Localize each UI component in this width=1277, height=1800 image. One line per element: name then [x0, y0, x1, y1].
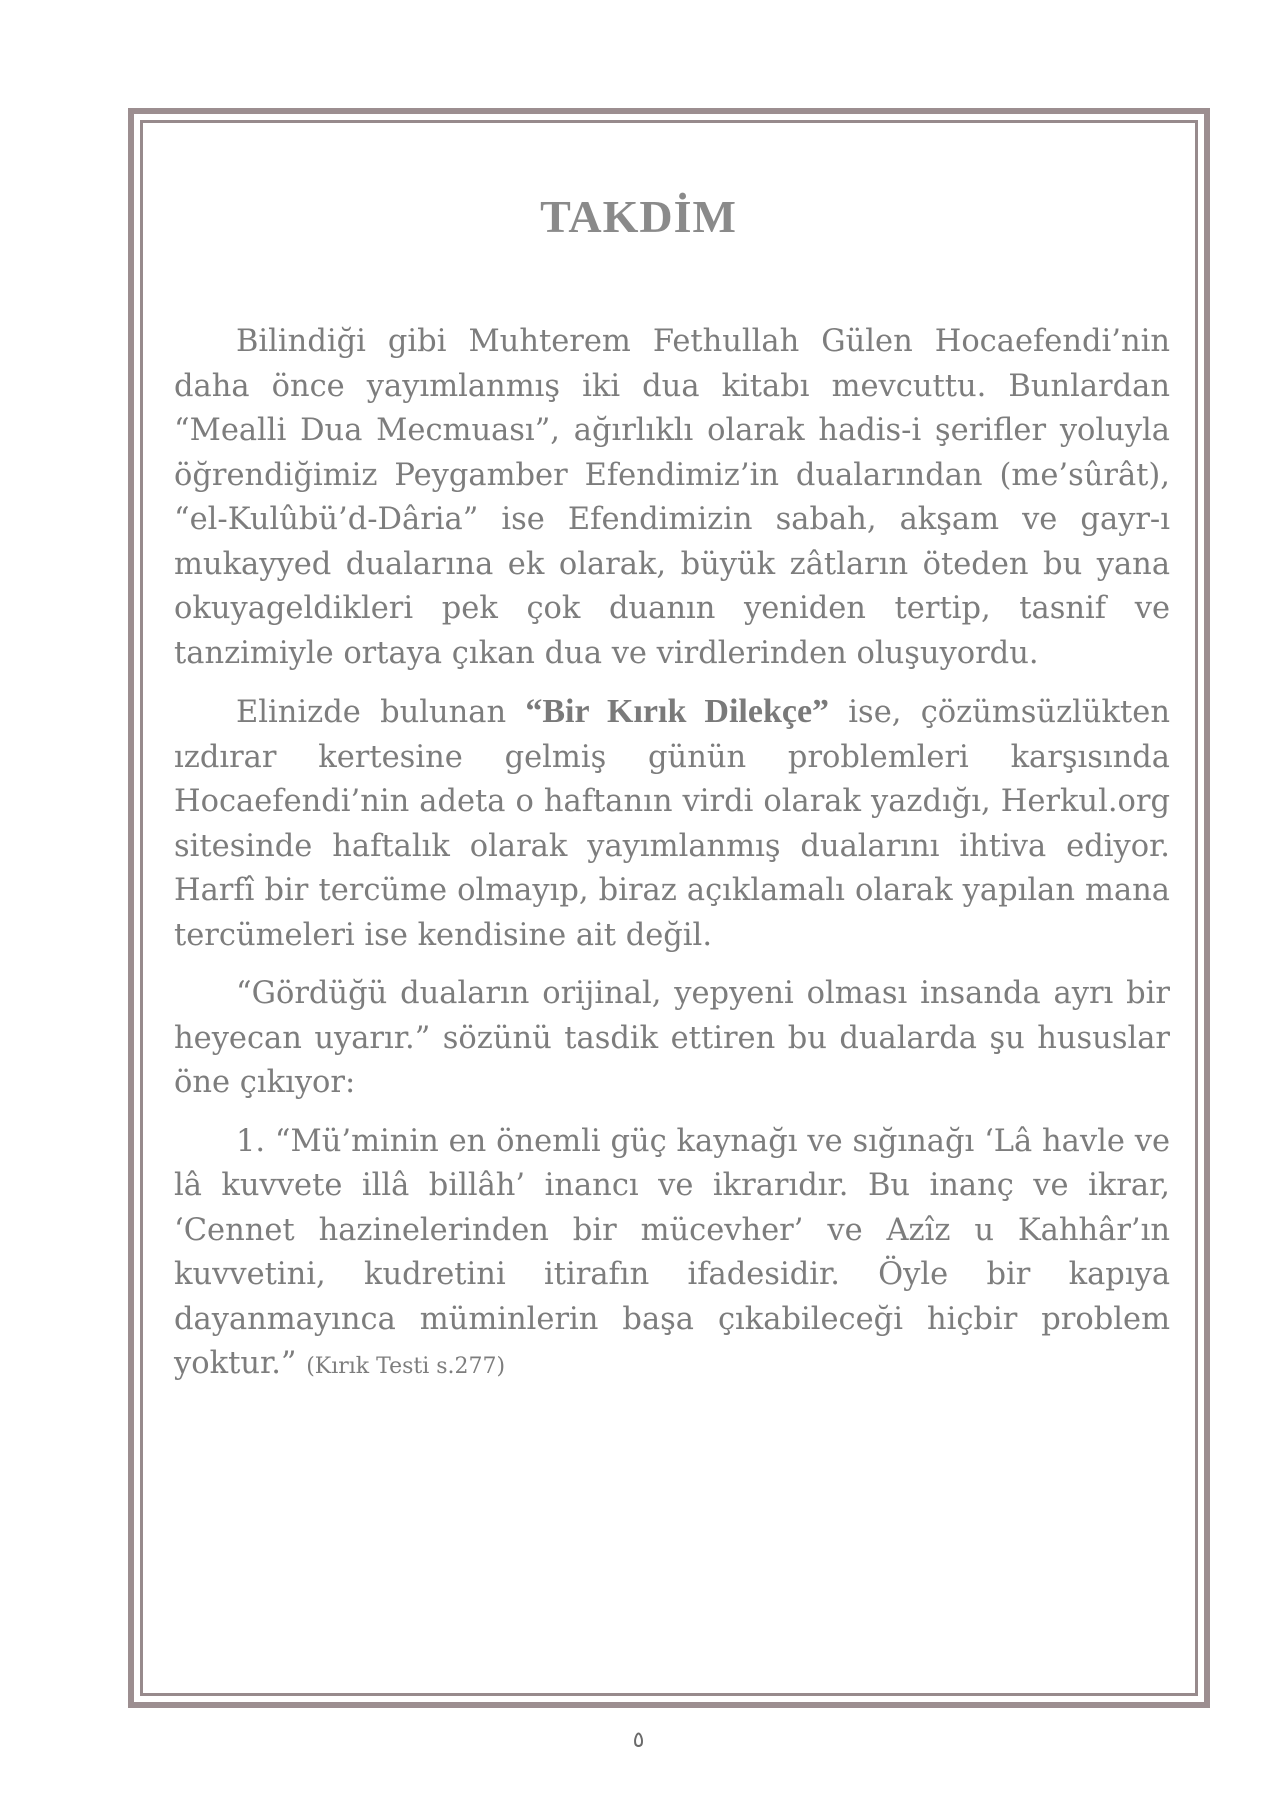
- citation: (Kırık Testi s.277): [306, 1354, 506, 1379]
- paragraph-1: Bilindiği gibi Muhterem Fethullah Gülen Hocaefendi’nin daha önce yayımlanmış iki dua kitabı mevcuttu. Bunlardan “Mealli Dua Mecmuası”, ağırlıklı olarak hadis-i şerifler yoluyla öğrendiğimiz Peygamber Efendimiz’in dualarından (me’sûrât), “el-Kulûbü’d-Dâria” ise Efendimizin sabah, akşam ve gayr-ı mukayyed dualarına ek olarak, büyük zâtların öteden bu yana okuyageldikleri pek çok duanın yeniden tertip, tasnif ve tanzimiyle ortaya çıkan dua ve virdlerinden oluşuyordu.: [174, 324, 1170, 671]
- paragraph-2-lead: Elinizde bulunan: [236, 695, 526, 730]
- paragraph-3: “Gördüğü duaların orijinal, yepyeni olması insanda ayrı bir heyecan uyarır.” sözünü tasdik ettiren bu dualarda şu hususlar öne çıkıyor:: [174, 976, 1170, 1100]
- book-title: “Bir Kırık Dilekçe”: [525, 693, 830, 730]
- page-body: [174, 320, 1170, 1404]
- quote-item-1: 1. “Mü’minin en önemli güç kaynağı ve sığınağı ‘Lâ havle ve lâ kuvvete illâ billâh’ inancı ve ikrarıdır. Bu inanç ve ikrar, ‘Cennet hazinelerinden bir mücevher’ ve Azîz u Kahhâr’ın kuvvetini, kudretini itirafın ifadesidir. Öyle bir kapıya dayanmayınca müminlerin başa çıkabileceği hiçbir problem yoktur.”: [174, 1123, 1170, 1381]
- paragraph-4: [174, 1120, 1170, 1390]
- page-number: ٥: [632, 1728, 645, 1753]
- paragraph-2-rest: ise, çözümsüzlükten ızdırar kertesine gelmiş günün problemleri karşısında Hocaefendi’nin adeta o haftanın virdi olarak yazdığı, Herkul.org sitesinde haftalık olarak yayımlanmış dualarını ihtiva ediyor. Harfî bir tercüme olmayıp, biraz açıklamalı olarak yapılan mana tercümeleri ise kendisine ait değil.: [174, 695, 1170, 953]
- page-title: TAKDİM: [540, 191, 737, 242]
- paragraph-2: [174, 690, 1170, 958]
